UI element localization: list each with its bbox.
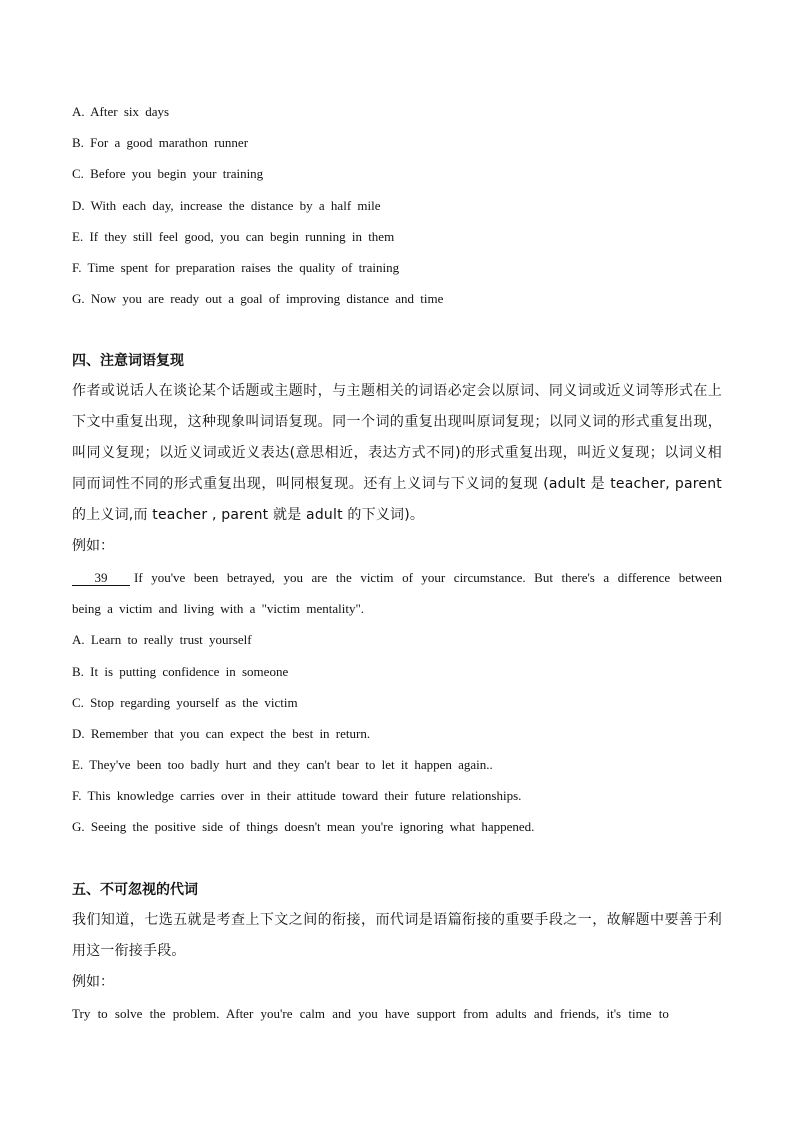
option-f: F. Time spent for preparation raises the quality of training bbox=[72, 259, 400, 275]
option-d: D. With each day, increase the distance by a half mile bbox=[72, 197, 381, 213]
example-question bbox=[72, 562, 722, 624]
option-g: G. Seeing the positive side of things doesn't mean you're ignoring what happened. bbox=[72, 819, 535, 835]
option-b: B. For a good marathon runner bbox=[72, 135, 249, 151]
option-e: E. They've been too badly hurt and they can't bear to let it happen again.. bbox=[72, 757, 493, 773]
options-list-1 bbox=[72, 96, 722, 314]
option-c: C. Before you begin your training bbox=[72, 166, 264, 182]
section-4-heading: 四、注意词语复现 bbox=[72, 353, 184, 370]
options-list-2 bbox=[72, 624, 722, 842]
section-5 bbox=[72, 875, 722, 1029]
option-a: A. Learn to really trust yourself bbox=[72, 632, 252, 648]
option-c: C. Stop regarding yourself as the victim bbox=[72, 694, 298, 710]
section-4-paragraph: 作者或说话人在谈论某个话题或主题时，与主题相关的词语必定会以原词、同义词或近义词等形式在上下文中重复出现，这种现象叫词语复现。同一个词的重复出现叫原词复现；以同义词的形式重复出现，叫同义复现；以近义词或近义表达(意思相近，表达方式不同)的形式重复出现，叫近义复现；以词义相同而词性不同的形式重复出现，叫同根复现。还有上义词与下义词的复现 (adult 是 teacher, parent 的上义词,而 teacher , parent 就是 adult 的下义词)。 bbox=[72, 383, 722, 524]
option-e: E. If they still feel good, you can begin running in them bbox=[72, 228, 395, 244]
example-text: Try to solve the problem. After you're calm and you have support from adults and friends, it's time to bbox=[72, 1005, 669, 1021]
section-4 bbox=[72, 346, 722, 842]
option-a: A. After six days bbox=[72, 104, 170, 119]
option-f: F. This knowledge carries over in their attitude toward their future relationships. bbox=[72, 788, 522, 804]
question-text: If you've been betrayed, you are the victim of your circumstance. But there's a difference between being a victim and living with a "victim mentality". bbox=[72, 570, 722, 617]
section-5-example-label: 例如： bbox=[72, 973, 114, 990]
answer-blank: 39 bbox=[72, 571, 130, 586]
option-b: B. It is putting confidence in someone bbox=[72, 663, 289, 679]
option-d: D. Remember that you can expect the best in return. bbox=[72, 725, 371, 741]
section-5-paragraph: 我们知道，七选五就是考查上下文之间的衔接，而代词是语篇衔接的重要手段之一，故解题中要善于利用这一衔接手段。 bbox=[72, 911, 722, 959]
section-5-heading: 五、不可忽视的代词 bbox=[72, 881, 198, 898]
section-4-example-label: 例如： bbox=[72, 538, 114, 555]
option-g: G. Now you are ready out a goal of improving distance and time bbox=[72, 291, 444, 307]
